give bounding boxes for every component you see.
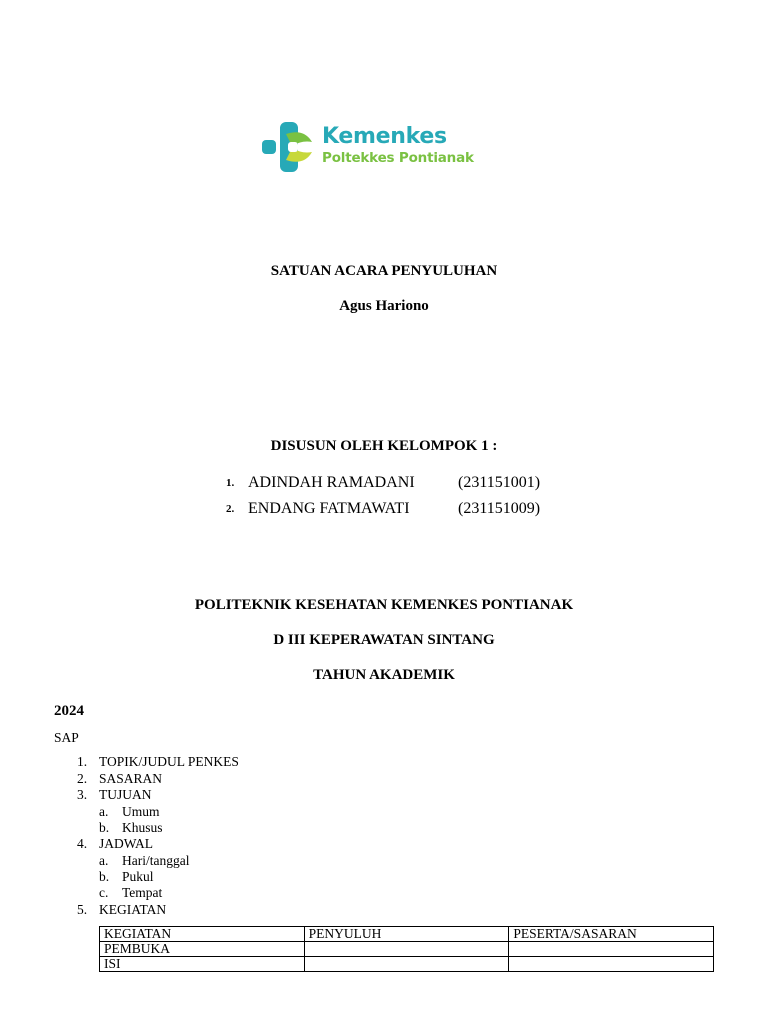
member-number: 2. — [226, 503, 235, 515]
table-cell — [304, 942, 509, 957]
list-item — [77, 787, 87, 803]
sublist-letter: b. — [99, 820, 110, 835]
table-header-row — [100, 927, 714, 942]
list-item-text: SASARAN — [99, 771, 163, 786]
table-cell — [304, 957, 509, 972]
sublist-item — [99, 869, 109, 885]
table-cell: ISI — [100, 957, 305, 972]
logo-subtitle-text: Poltekkes Pontianak — [322, 150, 474, 166]
institution-name: POLITEKNIK KESEHATAN KEMENKES PONTIANAK — [194, 597, 574, 613]
list-item-text: TOPIK/JUDUL PENKES — [99, 754, 239, 769]
sublist-letter: b. — [99, 869, 110, 884]
member-number: 1. — [226, 477, 235, 489]
sap-label: SAP — [54, 730, 79, 745]
sublist-letter: c. — [99, 885, 109, 900]
member-nim: (231151001) — [458, 474, 541, 491]
sublist-item — [99, 885, 108, 901]
logo-brand-text: Kemenkes — [322, 124, 447, 149]
author-name: Agus Hariono — [339, 298, 429, 314]
list-number: 2. — [77, 771, 88, 786]
table-cell — [509, 957, 714, 972]
list-item-text: TUJUAN — [99, 787, 152, 802]
list-item — [77, 902, 87, 918]
list-item-text: JADWAL — [99, 836, 153, 851]
list-number: 1. — [77, 754, 88, 769]
sublist-letter: a. — [99, 804, 109, 819]
table-header-cell: PESERTA/SASARAN — [509, 927, 714, 942]
kemenkes-logo — [262, 120, 502, 174]
sublist-item — [99, 820, 109, 836]
member-name: ENDANG FATMAWATI — [248, 500, 410, 517]
list-item — [77, 771, 87, 787]
table-cell — [509, 942, 714, 957]
list-number: 4. — [77, 836, 88, 851]
member-nim: (231151009) — [458, 500, 541, 517]
sublist-item — [99, 853, 108, 869]
member-name: ADINDAH RAMADANI — [248, 474, 415, 491]
list-number: 3. — [77, 787, 88, 802]
sublist-item-text: Khusus — [122, 820, 163, 835]
sublist-item-text: Tempat — [122, 885, 163, 900]
list-item — [77, 836, 87, 852]
sublist-item-text: Umum — [122, 804, 160, 819]
table-header-cell: KEGIATAN — [100, 927, 305, 942]
sublist-item-text: Pukul — [122, 869, 154, 884]
academic-year-label: TAHUN AKADEMIK — [313, 667, 455, 683]
sublist-item — [99, 804, 108, 820]
list-item — [77, 754, 87, 770]
sublist-letter: a. — [99, 853, 109, 868]
activity-table — [99, 926, 714, 972]
group-heading: DISUSUN OLEH KELOMPOK 1 : — [270, 438, 498, 454]
program-name: D III KEPERAWATAN SINTANG — [273, 632, 495, 648]
table-header-cell: PENYULUH — [304, 927, 509, 942]
kemenkes-emblem-icon — [262, 120, 318, 174]
table-row — [100, 942, 714, 957]
year-text: 2024 — [54, 703, 84, 719]
table-cell: PEMBUKA — [100, 942, 305, 957]
list-item-text: KEGIATAN — [99, 902, 167, 917]
document-title: SATUAN ACARA PENYULUHAN — [270, 263, 498, 279]
list-number: 5. — [77, 902, 88, 917]
table-row — [100, 957, 714, 972]
sublist-item-text: Hari/tanggal — [122, 853, 190, 868]
